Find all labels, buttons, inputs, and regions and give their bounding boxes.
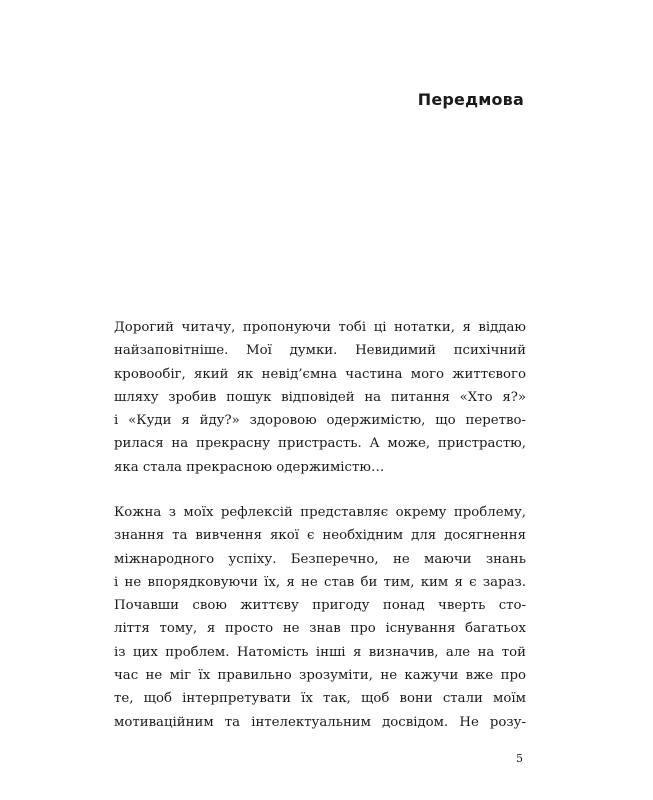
text-line: ліття тому, я просто не знав про існування багатьох: [114, 621, 526, 637]
text-line: із цих проблем. Натомість інші я визначив, але на той: [114, 644, 526, 660]
text-line: шляху зробив пошук відповідей на питання «Хто я?»: [114, 389, 526, 405]
text-line: і не впорядковуючи їх, я не став би тим, ким я є зараз.: [114, 574, 526, 590]
text-line: Кожна з моїх рефлексій представляє окрему проблему,: [114, 505, 526, 520]
text-line: Дорогий читачу, пропонуючи тобі ці нотатки, я віддаю: [114, 320, 526, 335]
text-line: знання та вивчення якої є необхідним для досягнення: [114, 528, 526, 544]
text-line: яка стала прекрасною одержимістю…: [114, 459, 385, 475]
text-line: найзаповітніше. Мої думки. Невидимий психічний: [114, 343, 526, 359]
paragraph-1: [114, 316, 526, 479]
text-line: міжнародного успіху. Безперечно, не маючи знань: [114, 551, 526, 567]
text-line: те, щоб інтерпретувати їх так, щоб вони стали моїм: [114, 691, 526, 707]
page-number: 5: [516, 752, 523, 765]
text-line: рилася на прекрасну пристрасть. А може, пристрастю,: [114, 436, 526, 452]
text-line: кровообіг, який як невід’ємна частина мого життєвого: [114, 366, 526, 382]
text-line: і «Куди я йду?» здоровою одержимістю, що перетво-: [114, 413, 526, 429]
text-line: час не міг їх правильно зрозуміти, не кажучи вже про: [114, 668, 526, 684]
text-line: Почавши свою життєву пригоду понад чверть сто-: [114, 598, 526, 614]
text-line: мотиваційним та інтелектуальним досвідом. Не розу-: [114, 714, 526, 730]
paragraph-2: [114, 501, 526, 734]
chapter-title: Передмова: [417, 90, 524, 109]
